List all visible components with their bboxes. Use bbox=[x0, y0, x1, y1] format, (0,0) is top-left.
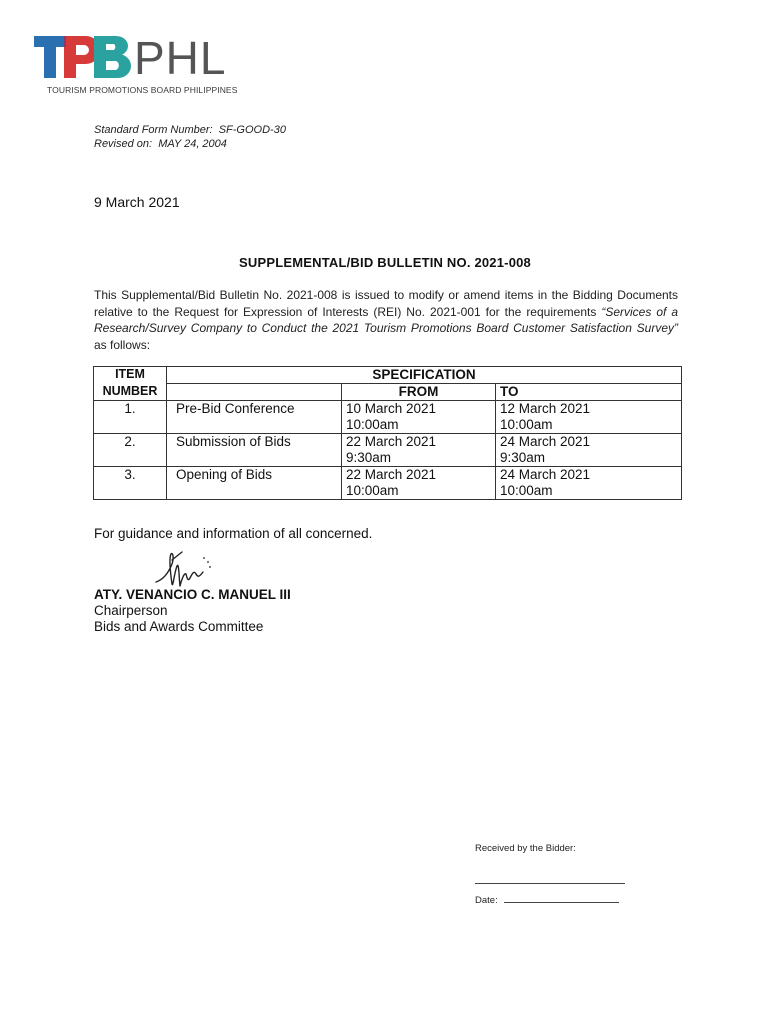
project-name: “Services of a Research/Survey Company to Conduct the 2021 Tourism Promotions Board Customer Satisfaction Survey” bbox=[94, 304, 678, 335]
logo-phl: PHL bbox=[134, 32, 227, 84]
header-item-number: NUMBER bbox=[94, 384, 167, 401]
table-row bbox=[94, 401, 682, 434]
received-spacer bbox=[475, 855, 625, 873]
to-time: 9:30am bbox=[500, 450, 546, 465]
form-revised: Revised on: MAY 24, 2004 bbox=[94, 138, 227, 150]
intro-paragraph bbox=[94, 287, 678, 353]
item-to bbox=[496, 401, 682, 434]
form-number: Standard Form Number: SF-GOOD-30 bbox=[94, 124, 286, 136]
date-line bbox=[504, 892, 619, 903]
header-from: FROM bbox=[342, 384, 496, 401]
item-from bbox=[342, 401, 496, 434]
item-to bbox=[496, 434, 682, 467]
received-signature-line bbox=[475, 873, 625, 888]
header-to: TO bbox=[496, 384, 682, 401]
receipt-block bbox=[475, 842, 625, 907]
table-row bbox=[94, 434, 682, 467]
table-subheader-row bbox=[94, 384, 682, 401]
logo-tagline: TOURISM PROMOTIONS BOARD PHILIPPINES bbox=[47, 85, 238, 95]
from-date: 22 March 2021 bbox=[346, 434, 437, 449]
specification-table bbox=[93, 366, 682, 500]
to-date: 24 March 2021 bbox=[500, 434, 591, 449]
to-date: 24 March 2021 bbox=[500, 467, 591, 482]
signer-name: ATY. VENANCIO C. MANUEL III bbox=[94, 587, 291, 602]
header-item-line1: ITEM bbox=[115, 367, 145, 381]
signer-titles bbox=[94, 603, 263, 635]
receipt-date-row bbox=[475, 892, 625, 907]
from-time: 9:30am bbox=[346, 450, 392, 465]
item-number: 2. bbox=[94, 434, 167, 467]
form-meta bbox=[94, 123, 286, 151]
item-from bbox=[342, 434, 496, 467]
from-time: 10:00am bbox=[346, 417, 399, 432]
document-date: 9 March 2021 bbox=[94, 194, 180, 210]
header-description bbox=[167, 384, 342, 401]
intro-suffix: as follows: bbox=[94, 337, 151, 352]
date-label: Date: bbox=[475, 895, 498, 906]
item-from bbox=[342, 467, 496, 500]
item-number: 1. bbox=[94, 401, 167, 434]
item-description: Opening of Bids bbox=[167, 467, 342, 500]
to-time: 10:00am bbox=[500, 483, 553, 498]
intro-text: This Supplemental/Bid Bulletin No. 2021-008 is issued to modify or amend items in the Bidding Documents relative to the Request for Expression of Interests (REI) No. 2021-001 for the requirements bbox=[94, 288, 678, 319]
from-date: 22 March 2021 bbox=[346, 467, 437, 482]
tpb-logo bbox=[34, 30, 274, 100]
header-item bbox=[94, 367, 167, 384]
guidance-text: For guidance and information of all concerned. bbox=[94, 526, 373, 541]
table-row bbox=[94, 467, 682, 500]
to-time: 10:00am bbox=[500, 417, 553, 432]
to-date: 12 March 2021 bbox=[500, 401, 591, 416]
header-specification: SPECIFICATION bbox=[167, 367, 682, 384]
bulletin-title: SUPPLEMENTAL/BID BULLETIN NO. 2021-008 bbox=[239, 255, 531, 270]
item-number: 3. bbox=[94, 467, 167, 500]
table-header-row bbox=[94, 367, 682, 384]
item-description: Pre-Bid Conference bbox=[167, 401, 342, 434]
item-description: Submission of Bids bbox=[167, 434, 342, 467]
signer-committee: Bids and Awards Committee bbox=[94, 619, 264, 634]
signer-position: Chairperson bbox=[94, 603, 168, 618]
from-date: 10 March 2021 bbox=[346, 401, 437, 416]
from-time: 10:00am bbox=[346, 483, 399, 498]
received-label: Received by the Bidder: bbox=[475, 843, 576, 854]
item-to bbox=[496, 467, 682, 500]
